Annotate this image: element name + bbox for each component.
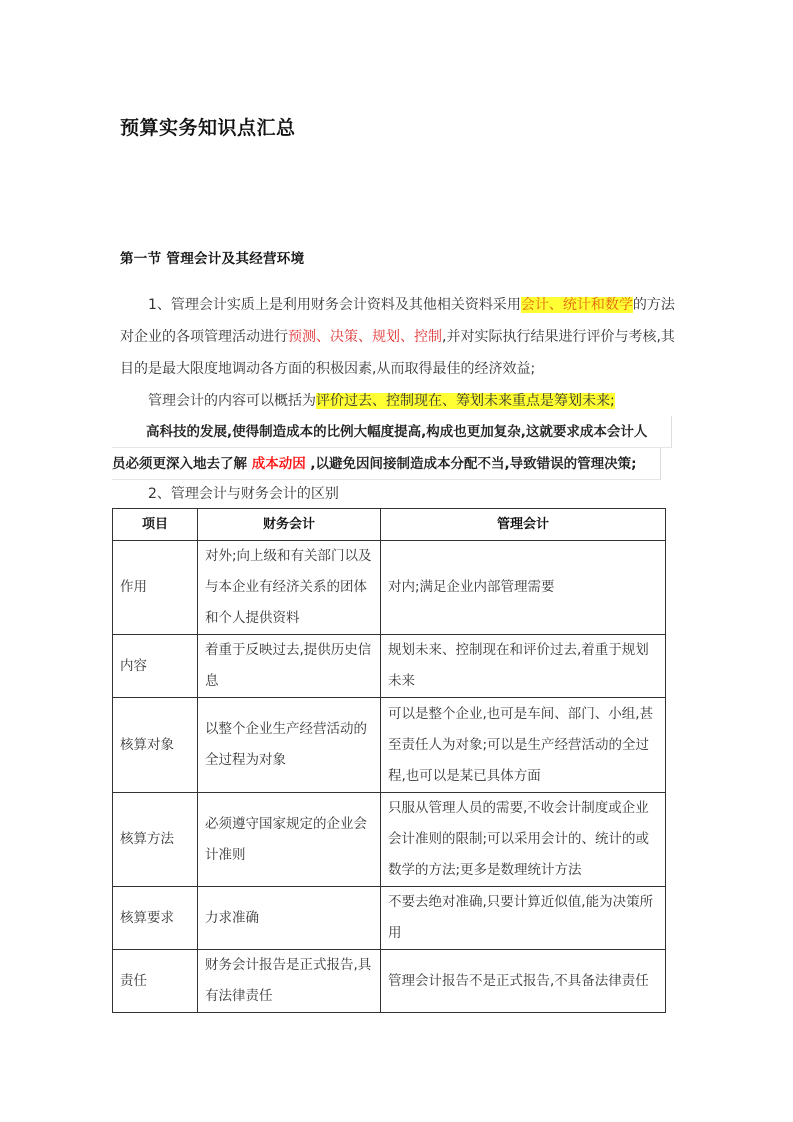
cell-item: 核算对象 — [113, 698, 198, 793]
table-row — [113, 950, 666, 1013]
table-row — [113, 541, 666, 635]
document-title: 预算实务知识点汇总 — [120, 117, 296, 139]
cell-management: 规划未来、控制现在和评价过去,着重于规划未来 — [381, 635, 666, 698]
table-row — [113, 793, 666, 887]
text: 的方法 — [632, 297, 675, 313]
paragraph-4: 2、管理会计与财务会计的区别 — [148, 486, 339, 502]
cell-item: 内容 — [113, 635, 198, 698]
cell-management: 对内;满足企业内部管理需要 — [381, 541, 666, 635]
cell-financial: 力求准确 — [198, 887, 381, 950]
header-item: 项目 — [113, 509, 198, 541]
highlighted-text: 会计、统计和数学 — [520, 297, 633, 313]
paragraph-2 — [148, 385, 615, 417]
paragraph-3-line-2 — [112, 448, 661, 480]
paragraph-3 — [112, 416, 672, 480]
cell-financial: 以整个企业生产经营活动的全过程为对象 — [198, 698, 381, 793]
text: 1、管理会计实质上是利用财务会计资料及其他相关资料采用 — [148, 297, 521, 313]
table-row — [113, 635, 666, 698]
red-bold-text: 成本动因 — [251, 456, 306, 472]
cell-management: 不要去绝对准确,只要计算近似值,能为决策所用 — [381, 887, 666, 950]
text: 对企业的各项管理活动进行 — [120, 329, 288, 345]
text: ,并对实际执行结果进行评价与考核,其 — [442, 329, 675, 345]
header-management: 管理会计 — [381, 509, 666, 541]
header-financial: 财务会计 — [198, 509, 381, 541]
paragraph-1-line-1 — [120, 289, 680, 321]
cell-item: 责任 — [113, 950, 198, 1013]
table-row — [113, 887, 666, 950]
cell-financial: 必须遵守国家规定的企业会计准则 — [198, 793, 381, 887]
highlighted-text: 评价过去、控制现在、筹划未来重点是筹划未来; — [316, 393, 615, 409]
cell-financial: 财务会计报告是正式报告,具有法律责任 — [198, 950, 381, 1013]
comparison-table — [112, 508, 666, 1013]
cell-financial: 对外;向上级和有关部门以及与本企业有经济关系的团体和个人提供资料 — [198, 541, 381, 635]
paragraph-3-line-1: 高科技的发展,使得制造成本的比例大幅度提高,构成也更加复杂,这就要求成本会计人 — [112, 416, 672, 448]
text: 管理会计的内容可以概括为 — [148, 393, 316, 409]
paragraph-1-line-2 — [120, 321, 680, 353]
cell-management: 可以是整个企业,也可是车间、部门、小组,甚至责任人为对象;可以是生产经营活动的全过程,也可以是某已具体方面 — [381, 698, 666, 793]
table-row — [113, 698, 666, 793]
paragraph-1-line-3: 目的是最大限度地调动各方面的积极因素,从而取得最佳的经济效益; — [120, 361, 536, 377]
text: 员必须更深入地去了解 — [112, 456, 252, 472]
red-text: 预测、决策、规划、控制 — [288, 329, 442, 345]
cell-item: 作用 — [113, 541, 198, 635]
cell-financial: 着重于反映过去,提供历史信息 — [198, 635, 381, 698]
cell-item: 核算要求 — [113, 887, 198, 950]
paragraph-1 — [120, 289, 680, 385]
cell-management: 管理会计报告不是正式报告,不具备法律责任 — [381, 950, 666, 1013]
section-heading: 第一节 管理会计及其经营环境 — [120, 251, 305, 267]
cell-item: 核算方法 — [113, 793, 198, 887]
cell-management: 只服从管理人员的需要,不收会计制度或企业会计准则的限制;可以采用会计的、统计的或数学的方法;更多是数理统计方法 — [381, 793, 666, 887]
table-header-row — [113, 509, 666, 541]
text: ,以避免因间接制造成本分配不当,导致错误的管理决策; — [305, 456, 637, 472]
